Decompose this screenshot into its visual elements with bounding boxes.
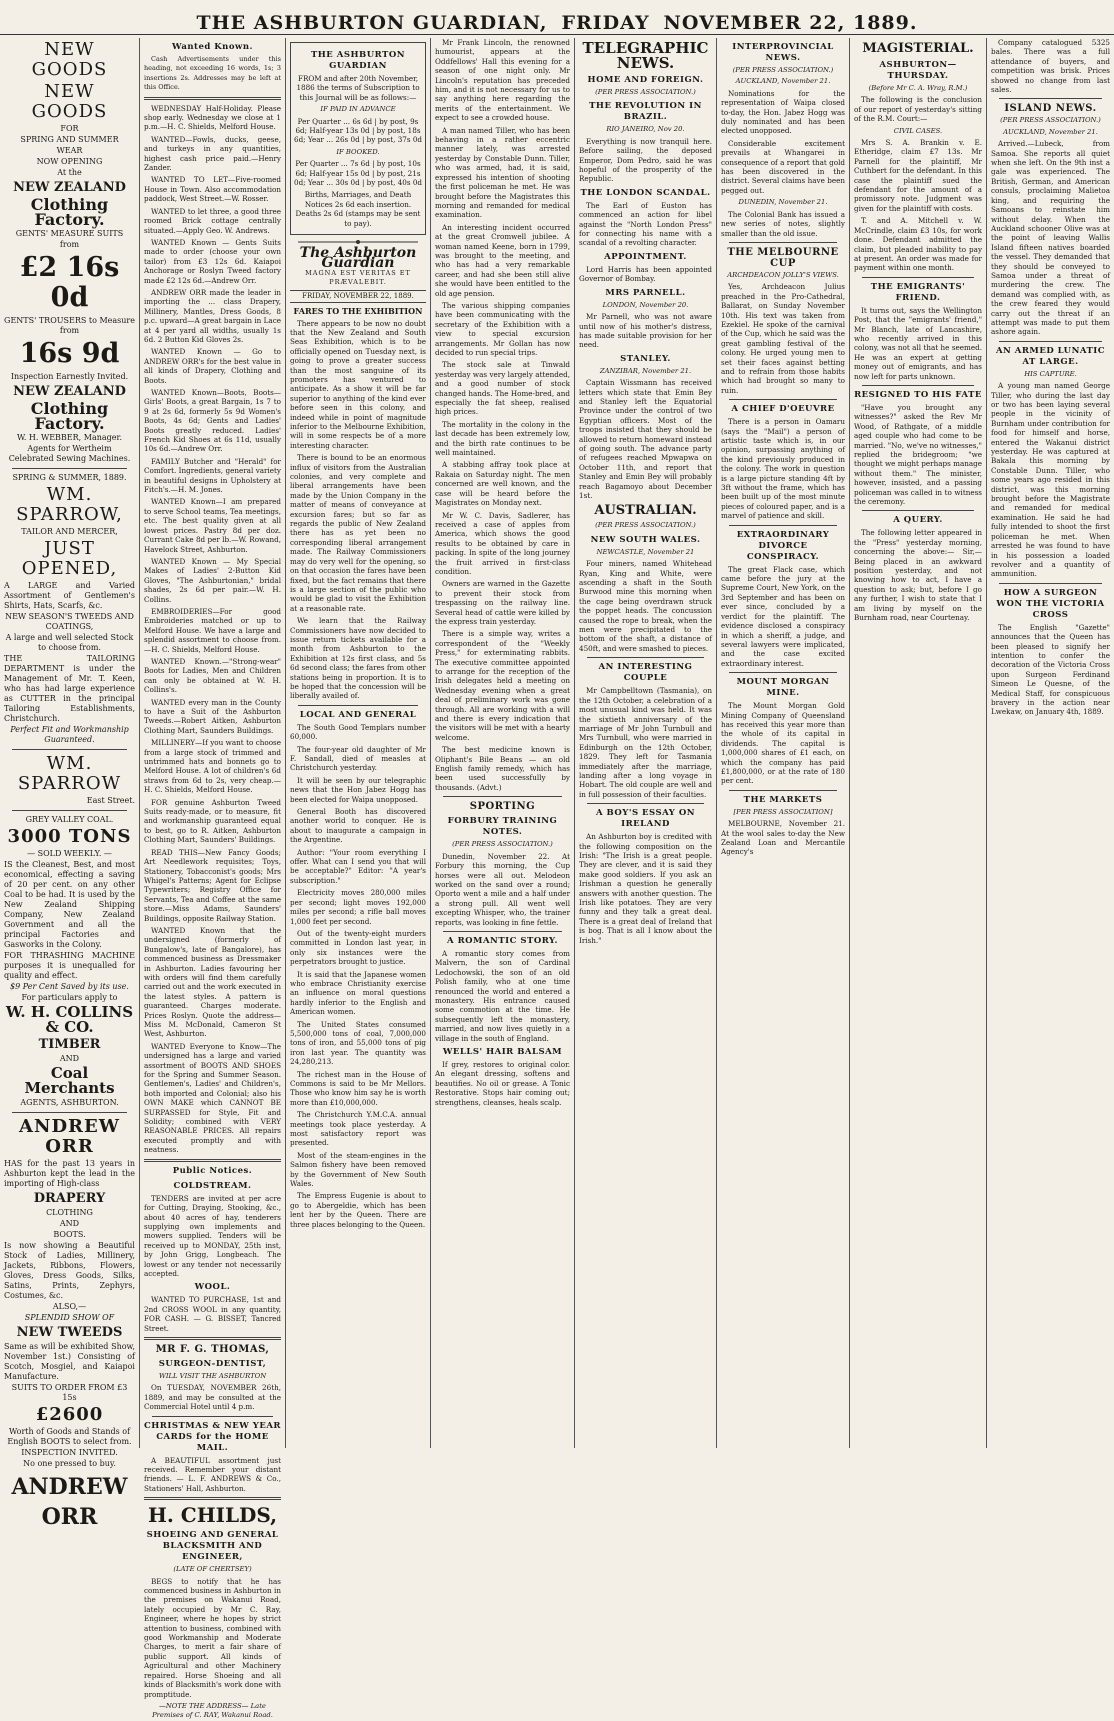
ad-text: —NOTE THE ADDRESS— Late Premises of C. RAY, Wakanui Road.: [152, 1701, 273, 1720]
news-paragraph: The various shipping companies have been communicating with the secretary of the Exhibition with a view to special excursion arrangements. Mr Gollan has now decided to run special trips.: [435, 300, 570, 357]
news-paragraph: A romantic story comes from Malvern, the son of Cardinal Ledochowski, the son of an old Polish family, who at one time renounced the world and entered a monastery. His entrance caused some commotion at the time. He subsequently left the monastery, married, and now lives quietly in a village in the south of England.: [435, 948, 570, 1043]
divider: [729, 242, 837, 243]
news-paragraph: The English "Gazette" announces that the Queen has been pleased to signify her intention to confer the decoration of the Victoria Cross upon Surgeon Ferdinand Simeon Le Quesne, of the Medical Staff, for conspicuous bravery in the action near Lwekaw, on January 4th, 1889.: [991, 622, 1110, 717]
ad-text: NEW ZEALAND: [13, 180, 126, 195]
ad-text: Inspection Earnestly Invited.: [10, 372, 129, 381]
article-heading: MOUNT MORGAN MINE.: [736, 677, 830, 699]
news-paragraph: The following letter appeared in the "Press" yesterday morning, concerning the above:— Sir,—Being placed in an awkward position yesterday, and not knowing how to act, I have a question to ask; but, before I go any further, I wish to state that I am living by myself on the Burnham road, near Courtenay.: [854, 528, 982, 623]
nameplate: The Ashburton Guardian: [299, 245, 417, 271]
news-paragraph: Everything is now tranquil here. Before sailing, the deposed Emperor, Dom Pedro, said he was hopeful of the prosperity of the Republic.: [579, 136, 712, 184]
subscription-text: Births, Marriages, and Death Notices 2s 6d each insertion. Deaths 2s 6d (stamps may be sent to pay).: [295, 190, 421, 228]
section-heading: SPORTING: [469, 801, 536, 813]
section-heading: Public Notices.: [172, 1165, 253, 1176]
article-subheading: HIS CAPTURE.: [1024, 369, 1077, 378]
ad-text: If grey, restores to original color. An elegant dressing, softens and beautifies. No oil or grease. A Tonic Restorative. Stops hair coming out; strengthens, cleanses, heals scalp.: [435, 1060, 570, 1107]
ad-text: BOOTS.: [53, 1230, 86, 1239]
ad-text: ALSO,—: [52, 1302, 87, 1311]
news-paragraph: Mr Parnell, who was not aware until now of his mother's distress, has made suitable provision for her need.: [579, 312, 712, 350]
ad-heading: CHRISTMAS & NEW YEAR CARDS for the HOME MAIL.: [144, 1420, 281, 1453]
news-paragraph: An Ashburton boy is credited with the following composition on the Irish: "The Irish is a great people. They are clever, and it is said they make good soldiers. If you ask an Irishman a question he generally answers with another question. The Irish like potatoes. They are very funny and they talk a great deal. There is a great deal of Ireland that is bog. That is all I know about the Irish.": [579, 832, 712, 945]
ad-text: DRAPERY: [33, 1191, 106, 1206]
ad-heading: WM. SPARROW,: [16, 484, 123, 525]
classified-ad: WANTED Known—Boots, Boots—Girls' Boots, a great Bargain, 1s 7 to 9 at 2s 6d, formerly 5s 9d Women's Boots, 4s 6d; Gents and Ladies' Boots greatly reduced. Ladies' French Kid Shoes at 6s 11d, usually 10s 6d.—Andrew Orr.: [144, 388, 281, 454]
ad-text: — SOLD WEEKLY. —: [27, 849, 112, 858]
article-heading: THE LONDON SCANDAL.: [580, 187, 711, 198]
local-item: The Empress Eugenie is about to go to Abergeldie, which has been lent her by the Queen. There are three places belonging to the Queen.: [290, 1191, 426, 1229]
ad-text: A large and well selected Stock to choose from.: [5, 633, 134, 652]
divider: [144, 1497, 281, 1500]
article-credit: (PER PRESS ASSOCIATION.): [595, 88, 696, 96]
ad-heading: Clothing Factory.: [30, 195, 109, 229]
article-heading: A QUERY.: [893, 515, 943, 526]
ad-text: NEW TWEEDS: [16, 1325, 123, 1340]
ad-text: SUITS TO ORDER FROM £3 15s: [11, 1383, 128, 1402]
news-paragraph: Mr Campbelltown (Tasmania), on the 12th October, a celebration of a most unusual kind was held. It was the sixtieth anniversary of the marriage of Mr John Turnbull and Mrs Turnbull, who were married in Edinburgh on the 12th October, 1829. They left for Tasmania immediately after the marriage, landing after a long voyage in Hobart. The old couple are well and in full possession of their faculties.: [579, 686, 712, 799]
ad-text: GENTS' MEASURE SUITS: [15, 229, 124, 238]
dateline: RIO JANEIRO, Nov 20.: [606, 125, 685, 134]
dateline: FRIDAY, NOVEMBER 22, 1889.: [290, 290, 426, 303]
article-heading: STANLEY.: [620, 353, 671, 364]
local-item: The richest man in the House of Commons is said to be Mr Mellors. Those who know him say he is worth more than £10,000,000.: [290, 1069, 426, 1107]
ad-text: A LARGE and Varied Assortment of Gentlemen's Shirts, Hats, Scarfs, &c.: [4, 581, 135, 610]
ad-heading: W. H. COLLINS & CO.: [5, 1003, 134, 1036]
news-paragraph: "Have you brought any witnesses?" asked the Rev Mr Wood, of Rathgate, of a middle aged couple who had come to be married. "No, we've no witnesses," replied the bridegroom; "we thought we might perhaps manage without them." The minister, however, insisted, and a passing policeman was called in to witness the ceremony.: [854, 402, 982, 507]
ad-text: CLOTHING: [46, 1208, 93, 1217]
news-paragraph: The best medicine known is Oliphant's Bile Beans — an old English family remedy, which has been used successfully by thousands. (Advt.): [435, 745, 570, 792]
ad-text: For particulars apply to: [21, 993, 118, 1002]
divider: [12, 1112, 127, 1113]
local-item: Out of the twenty-eight murders committed in London last year, in only six instances were the perpetrators brought to justice.: [290, 928, 426, 967]
article-heading: A BOY'S ESSAY ON IRELAND: [595, 808, 695, 830]
classified-ad: WEDNESDAY Half-Holiday. Please shop early. Wednesday we close at 1 p.m.—H. C. Shields, Melford House.: [144, 103, 281, 132]
news-paragraph: Captain Wissmann has received letters which state that Emin Bey and Stanley left the Equatorial Province under the control of two Egyptian officers. Most of the troops insisted that they should be allowed to return homeward instead of going south. The advance party of refugees reached Mpwapwa on October 11th, and report that Stanley and Emin Bey will probably reach Bagamoyo about December 1st.: [579, 378, 712, 500]
article-credit: (PER PRESS ASSOCIATION.): [1000, 116, 1101, 125]
ad-text: FOR: [60, 124, 79, 133]
divider: [999, 341, 1102, 342]
classified-ad: FOR genuine Ashburton Tweed Suits ready-made, or to measure, fit and workmanship guaranteed equal to best, go to R. Aitken, Ashburton Clothing Mart, Saunders' Buildings.: [144, 797, 281, 845]
column-4-news: [431, 38, 575, 1448]
masthead-date: NOVEMBER 22, 1889.: [663, 12, 918, 34]
ad-text: NEW SEASON'S TWEEDS AND COATINGS,: [5, 612, 134, 631]
masthead-paper: THE ASHBURTON GUARDIAN,: [196, 12, 548, 34]
local-item: The four-year old daughter of Mr F. Sandall, died of measles at Christchurch yesterday.: [290, 744, 426, 773]
classified-intro: Cash Advertisements under this heading, not exceeding 16 words, 1s; 3 insertions 2s. Addresses may be left at this Office.: [144, 55, 281, 92]
divider: [729, 672, 837, 673]
ad-heading: ANDREW ORR: [19, 1116, 120, 1157]
classified-ad: EMBROIDERIES—For good Embroideries matched or up to Melford House. We have a large and splendid assortment to choose from.—H. C. Shields, Melford House.: [144, 606, 281, 654]
local-item: Electricity moves 280,000 miles per second; light moves 192,000 miles per second; a rifle ball moves 1,000 feet per second.: [290, 888, 426, 926]
article-heading: THE EMIGRANTS' FRIEND.: [870, 281, 966, 303]
news-paragraph: There is a simple way, writes a correspondent of the "Weekly Press," for exterminating rabbits. The executive committee appointed to arrange for the reception of the Irish delegates held a meeting on Wednesday evening when a great deal of preliminary work was gone through. All are working with a will and there is every indication that the visitors will be met with a hearty welcome.: [435, 629, 570, 742]
local-item: The Christchurch Y.M.C.A. annual meetings took place yesterday. A most satisfactory report was presented.: [290, 1110, 426, 1148]
news-paragraph: A man named Tiller, who has been behaving in a rather eccentric manner lately, was arrested yesterday by Constable Dunn. Tiller, who was armed, had, it is said, expressed his intention of shooting the first policeman he met. He was brought before the Magistrates this morning and remanded for medical examination.: [435, 125, 570, 220]
ad-text: BEGS to notify that he has commenced business in Ashburton in the premises on Wakanui Road, lately occupied by Mr C. Ray, Engineer, where he hopes by strict attention to business, combined with good Workmanship and Moderate Charges, to merit a fair share of public support. All kinds of Agricultural and other Machinery repaired. Horse Shoeing and all kinds of Blacksmith's work done with promptitude.: [144, 1576, 281, 1699]
editorial-paragraph: There appears to be now no doubt that the New Zealand and South Seas Exhibition, which is to be officially opened on Tuesday next, is going to prove a greater success than the most sanguine of its promoters has ventured to anticipate. As a show it will be far superior to anything of the kind ever before seen in this colony, and indeed while in point of magnitude inferior to the Melbourne Exhibition, will in some respects be of a more interesting character.: [290, 318, 426, 450]
classified-ad: FAMILY Butcher and "Herald" for Comfort. Ingredients, general variety in beautiful designs in Upholstery at Fitch's.—H. M. Jones.: [144, 456, 281, 495]
ad-heading: WM. SPARROW: [17, 753, 122, 794]
ad-text: Agents for Wertheim Celebrated Sewing Machines.: [8, 444, 131, 463]
ad-text: IS the Cleanest, Best, and most economical, effecting a saving of 20 per cent. on any other Coal to be had. It is used by the New Zealand Shipping Company, New Zealand Government and all the principal Factories and Gasworks in the Colony.: [4, 860, 135, 949]
subscription-text: IF PAID IN ADVANCE: [320, 105, 396, 114]
divider: [12, 810, 127, 811]
divider: [587, 803, 704, 804]
classified-ad: MILLINERY—If you want to choose from a large stock of trimmed and untrimmed hats and bonnets go to Melford House. A lot of children's 6d straws from 6d to 2s, very cheap.—H. C. Shields, Melford House.: [144, 738, 281, 795]
news-paragraph: There is a person in Oamaru (says the "Mail") a person of artistic taste which is, in our opinion, surpassing anything of the kind previously produced in the colony. The work in question is a large picture standing 4ft by 3ft without the frame, which has been built up of the most minute pieces of coloured paper, and is a marvel of patience and skill.: [721, 417, 845, 521]
news-paragraph: The Mount Morgan Gold Mining Company of Queensland has received this year more than the whole of its capital in dividends. The capital is 1,000,000 shares of £1 each, on which the company has paid £1,800,000, or at the rate of 180 per cent.: [721, 701, 845, 786]
section-heading: THE MARKETS: [743, 794, 823, 805]
article-subheading: CIVIL CASES.: [893, 126, 943, 135]
section-subheading: HOME AND FOREIGN.: [587, 75, 704, 85]
masthead-day: FRIDAY: [561, 12, 650, 34]
article-heading: NEW SOUTH WALES.: [590, 534, 701, 545]
divider: [144, 97, 281, 100]
article-subheading: ARCHDEACON JOLLY'S VIEWS.: [727, 270, 839, 279]
news-paragraph: Company catalogued 5325 bales. There was a full attendance of buyers, and competition was brisk. Prices showed no change from last sales.: [991, 38, 1110, 95]
ad-text: from: [59, 240, 80, 249]
divider: [729, 525, 837, 526]
local-item: Author: "Your room everything I offer. What can I send you that will be acceptable?" Editor: "A year's subscription.": [290, 847, 426, 885]
ad-text: THE TAILORING DEPARTMENT is under the Management of Mr. T. Keen, who has had large experience as CUTTER in the principal Tailoring Establishments, Christchurch.: [4, 654, 135, 723]
news-paragraph: Mrs S. A. Brankin v. E. Etheridge, claim £7 13s. Mr Parnell for the plaintiff, Mr Cuthbert for the defendant. In this case the plaintiff sued the defendant for the amount of a promissory note. Judgment was given for the plaintiff with costs.: [854, 138, 982, 213]
news-paragraph: A young man named George Tiller, who during the last day or two has been laying several people in the vicinity of Burnham under contribution for food for himself and horse, entered the Wakanui district yesterday. He was captured at Bakala this morning by Constable Dunn. Tiller, who some years ago resided in this district, was this morning brought before the Magistrate and remanded for medical examination. He said he had fully intended to shoot the first policeman he met. When arrested he was found to have in his possession a loaded revolver and a quantity of ammunition.: [991, 381, 1110, 579]
news-paragraph: Lord Harris has been appointed Governor of Bombay.: [579, 264, 712, 284]
notice-heading: WOOL.: [194, 1282, 231, 1293]
column-6-interprovincial: [717, 38, 850, 1448]
news-paragraph: A stabbing affray took place at Rakaia on Saturday night. The men concerned are well known, and the case will be heard before the Magistrates on Monday next.: [435, 460, 570, 508]
ad-text: W. H. WEBBER, Manager.: [17, 433, 122, 442]
article-heading: APPOINTMENT.: [604, 251, 687, 262]
section-heading: INTERPROVINCIAL NEWS.: [732, 42, 834, 63]
news-paragraph: Four miners, named Whitehead Ryan, King and White, were ascending a shaft in the South Burwood mine this morning when the cage being overdrawn struck the poppet heads. The concussion caused the rope to break, when the men were precipitated to the bottom of the shaft, a distance of 450ft, and were smashed to pieces.: [579, 559, 712, 653]
classified-ad: WANTED every man in the County to have a Suit of the Ashburton Tweeds.—Robert Aitken, Ashburton Clothing Mart, Saunders Buildings.: [144, 697, 281, 735]
ad-text: Same as will be exhibited Show, November 1st.) Consisting of Scotch, Mosgiel, and Kaiapoi Manufacture.: [4, 1342, 135, 1381]
news-paragraph: T. and A. Mitchell v. W. McCrindle, claim £3 10s, for work done. Defendant admitted the claim, but pleaded inability to pay at present. An order was made for payment within one month.: [854, 216, 982, 273]
column-2-classifieds: [140, 38, 286, 1720]
news-paragraph: Nominations for the representation of Waipa closed to-day, the Hon. Jabez Hogg was duly nominated and has been elected unopposed.: [721, 88, 845, 136]
subscription-rates: Per Quarter ... 6s 6d | by post, 9s 6d; Half-year 13s 0d | by post, 18s 6d; Year ... 26s 0d | by post, 37s 0d: [294, 116, 422, 145]
article-heading: THE MELBOURNE CUP: [727, 246, 839, 269]
ad-text: HAS for the past 13 years in Ashburton kept the lead in the importing of High-class: [4, 1159, 135, 1188]
ad-heading: SHOEING AND GENERAL BLACKSMITH AND ENGINEER,: [146, 1530, 279, 1563]
column-5-telegraphic: [575, 38, 717, 1448]
news-paragraph: The stock sale at Tinwald yesterday was very largely attended, and a good number of stock changed hands. The Home-bred, and especially the fat sheep, realised high prices.: [435, 360, 570, 417]
editorial-paragraph: There is bound to be an enormous influx of visitors from the Australian colonies, and very complete and liberal arrangements have been made by the Union Company in the matter of means of conveyance at excursion fares; but so far as regards the public of New Zealand there has as yet been no corresponding liberal arrangement made. The Railway Commissioners may do very well for the opening, so on that occasion the fares have been fixed, but the fact remains that there is a large section of the public who would be glad to visit the Exhibition at a reasonable rate.: [290, 453, 426, 613]
article-credit: (Before Mr C. A. Wray, R.M.): [868, 84, 968, 92]
ad-price: 16s 9d: [19, 338, 120, 369]
dateline: NEWCASTLE, November 21: [596, 547, 695, 556]
ad-text: NOW OPENING: [36, 157, 103, 166]
ad-text: No one pressed to buy.: [23, 1459, 116, 1468]
article-heading: THE REVOLUTION IN BRAZIL.: [589, 101, 702, 123]
subscription-rates: Per Quarter ... 7s 6d | by post, 10s 6d; Half-year 15s 0d | by post, 21s 0d; Year ... 30s 0d | by post, 40s 0d: [294, 159, 422, 188]
ad-heading: H. CHILDS,: [147, 1503, 278, 1528]
ad-text: (LATE OF CHERTSEY): [173, 1565, 252, 1574]
classified-ad: WANTED—Fowls, ducks, geese, and turkeys in any quantities, highest cash price paid.—Henry Zander.: [144, 134, 281, 173]
classified-ad: READ THIS—New Fancy Goods; Art Needlework requisites; Toys, Stationery, Tobacconist's goods; Mrs Whigel's Patterns; Agent for Eclipse Typewriters; Registry Office for Servants, Tea and Coffee at the same store.—Miss Adams, Saunders' Buildings, opposite Railway Station.: [144, 847, 281, 923]
ad-heading: WELLS' HAIR BALSAM: [442, 1047, 563, 1057]
divider: [862, 510, 974, 511]
article-heading: AN INTERESTING COUPLE: [598, 662, 693, 684]
subscription-text: IF BOOKED.: [336, 147, 380, 156]
ad-heading: MR F. G. THOMAS,: [155, 1343, 270, 1355]
news-paragraph: Mr Frank Lincoln, the renowned humourist, appears at the Oddfellows' Hall this evening for a season of one night only. Mr Lincoln's reputation has preceded him, and it is not necessary for us to say anything here regarding the merits of the entertainment. We expect to see a crowded house.: [435, 38, 570, 123]
divider: [729, 790, 837, 791]
divider: [12, 749, 127, 750]
ad-heading: ANDREW ORR: [11, 1474, 128, 1530]
classified-ad: WANTED Known — Gents Suits made to order (choose your own tailor) from £3 12s 6d. Kaiapoi Anchorage or Roslyn Tweed factory made £2 12s 6d.—Andrew Orr.: [144, 237, 281, 285]
divider: [144, 1337, 281, 1340]
ad-heading: Clothing Factory.: [30, 399, 109, 433]
ad-heading: JUST OPENED,: [21, 538, 118, 579]
classified-ad: WANTED TO LET—Five-roomed House in Town. Also accommodation paddock, West Street.—W. Rosser.: [144, 175, 281, 204]
classified-ad: WANTED Known — Go to ANDREW ORR's for the best value in all kinds of Drapery, Clothing and Boots.: [144, 347, 281, 385]
news-paragraph: Considerable excitement prevails at Whangarei in consequence of a report that gold has been discovered in the district. Several claims have been pegged out.: [721, 138, 845, 195]
ad-text: AND: [59, 1054, 80, 1063]
ad-text: GREY VALLEY COAL.: [25, 815, 114, 824]
article-credit: [PER PRESS ASSOCIATION]: [733, 807, 833, 816]
ad-text: TAILOR AND MERCER,: [21, 527, 118, 536]
divider: [12, 468, 127, 469]
divider: [999, 583, 1102, 584]
local-item: The United States consumed 5,500,000 tons of coal, 7,000,000 tons of iron, and 55,000 tons of pig iron last year. The quantity was 24,280,213.: [290, 1019, 426, 1067]
local-item: General Booth has discovered another world to conquer. He is about to inaugurate a campaign in the Argentine.: [290, 807, 426, 845]
news-paragraph: It turns out, says the Wellington Post, that the "emigrants' friend," Mr Blanch, late of Lancashire, who recently arrived in this colony, was not all that he seemed. He was an expert at getting money out of emigrants, and has now left for parts unknown.: [854, 305, 982, 381]
news-paragraph: Mr W. C. Davis, Sadlerer, has received a case of apples from America, which shows the good results to be obtained by care in packing. In spite of the long journey the fruit arrived in first-class condition.: [435, 510, 570, 576]
ad-text: INSPECTION INVITED.: [21, 1448, 118, 1457]
section-subheading: ASHBURTON—THURSDAY.: [879, 60, 957, 81]
dateline: AUCKLAND, November 21.: [735, 77, 831, 86]
subscription-box: [290, 42, 426, 235]
dateline: DUNEDIN, November 21.: [738, 198, 828, 207]
section-heading: AUSTRALIAN.: [594, 503, 697, 519]
column-8-news: [987, 38, 1114, 1448]
classified-ad: WANTED Known—I am prepared to serve School teams, Tea meetings, etc. The best quality given at all lowest prices. Pastry 8d per doz. Currant Cake 8d per lb.—W. Rowand, Havelock Street, Ashburton.: [144, 497, 281, 554]
article-credit: (PER PRESS ASSOCIATION.): [595, 521, 696, 530]
masthead: [0, 0, 1114, 35]
article-heading: RESIGNED TO HIS FATE: [854, 389, 982, 400]
classified-ad: WANTED Known.—"Strong-wear" Boots for Ladies, Men and Children can only be obtained at W. H. Collins's.: [144, 656, 281, 695]
dateline: LONDON, November 20.: [602, 300, 689, 309]
ad-text: On TUESDAY, NOVEMBER 26th, 1889, and may be consulted at the Commercial Hotel until 4 p.m.: [144, 1383, 281, 1412]
section-heading: ISLAND NEWS.: [1004, 103, 1097, 115]
local-item: It will be seen by our telegraphic news that the Hon Jabez Hogg has been elected for Waipa unopposed.: [290, 775, 426, 804]
divider: [999, 98, 1102, 99]
section-heading: Wanted Known.: [172, 42, 253, 52]
article-heading: FORBURY TRAINING NOTES.: [447, 816, 558, 838]
classified-ad: WANTED to let three, a good three roomed Brick cottage centrally situated.—Apply Geo. W. Andrews.: [144, 206, 281, 235]
ad-text: FOR THRASHING MACHINE purposes it is unequalled for quality and effect.: [4, 951, 135, 980]
article-credit: (PER PRESS ASSOCIATION.): [452, 840, 553, 849]
divider: [862, 277, 974, 278]
news-paragraph: Arrived.—Lubeck, from Samoa. She reports all quiet when she left. On the 9th inst a gale was experienced. The British, German, and American consuls, proclaiming Malietoa king, and requiring the Samoans to reinstate him without delay. When the Auckland schooner Olive was at the point of leaving Wallis Island fifteen natives boarded the vessel. They demanded that they should be conveyed to Samoa under a threat of murdering the crew. The demand was complied with, as the crew feared they would carry out the threat if an attempt was made to put them ashore again.: [991, 139, 1110, 337]
ad-heading: 3000 TONS: [7, 826, 132, 847]
divider: [443, 931, 562, 932]
public-notice: TENDERS are invited at per acre for Cutting, Draying, Stooking, &c., about 40 acres of hay, tenderers supplying own implements and mowers supplied. Tenders will be received up to MONDAY, 25th inst, by John Grigg, Longbeach. The lowest or any tender not necessarily accepted.: [144, 1193, 281, 1278]
dateline: AUCKLAND, November 21.: [1003, 127, 1098, 136]
motto: MAGNA EST VERITAS ET PRÆVALEBIT.: [305, 268, 411, 287]
local-item: It is said that the Japanese women who embrace Christianity exercise an influence on moral questions hardly inferior to the English and American women.: [290, 969, 426, 1017]
divider: [729, 399, 837, 400]
ad-text: At the: [57, 168, 82, 177]
ad-heading: Coal Merchants: [24, 1064, 115, 1097]
divider: [298, 705, 418, 706]
ad-text: SPRING AND SUMMER: [20, 135, 119, 144]
article-heading: MRS PARNELL.: [605, 287, 686, 298]
news-paragraph: The great Flack case, which came before the jury at the Supreme Court, New York, on the 3rd September and has been on ever since, concluded by a verdict for the plaintiff. The evidence disclosed a conspiracy in which a sheriff, a judge, and several lawyers were implicated, and the case excited extraordinary interest.: [721, 564, 845, 668]
section-heading: TELEGRAPHIC NEWS.: [582, 39, 709, 72]
ad-price: £2 16s 0d: [19, 252, 120, 313]
article-heading: A CHIEF D'OEUVRE: [731, 404, 835, 415]
news-paragraph: The following is the conclusion of our report of yesterday's sitting of the R.M. Court:—: [854, 95, 982, 124]
divider: [862, 385, 974, 386]
article-heading: EXTRAORDINARY DIVORCE CONSPIRACY.: [736, 529, 830, 562]
ad-heading: NEW GOODS: [31, 39, 108, 80]
editorial-heading: FARES TO THE EXHIBITION: [293, 306, 423, 317]
editorial-paragraph: We learn that the Railway Commissioners have now decided to issue return tickets available for a month from Ashburton to the Exhibition at 12s first class, and 5s 6d second class; the fares from other stations being in proportion. It is to be hoped that the concession will be liberally availed of.: [290, 616, 426, 701]
article-heading: HOW A SURGEON WON THE VICTORIA CROSS: [996, 587, 1105, 620]
article-heading: AN ARMED LUNATIC AT LARGE.: [995, 345, 1106, 367]
subscription-heading: THE ASHBURTON GUARDIAN: [310, 50, 406, 71]
local-item: Most of the steam-engines in the Salmon fishery have been removed by the Government of New South Wales.: [290, 1150, 426, 1189]
classified-ad: WANTED Known — My Special Makes of Ladies' 2-Button Kid Gloves, "The Ashburtonian," bridal shades, 2s 6d per pair.—W. H. Collins.: [144, 556, 281, 604]
news-paragraph: The mortality in the colony in the last decade has been extremely low, and the birth rate continues to be well maintained.: [435, 419, 570, 458]
divider: [587, 657, 704, 658]
classified-ad: WANTED Everyone to Know—The undersigned has a large and varied assortment of BOOTS AND SHOES for the Spring and Summer Season. Gentlemen's, Ladies' and Children's, both imported and Colonial; also his OWN MAKE which CANNOT BE SURPASSED for Style, Fit and Solidity; combined with VERY REASONABLE PRICES. All repairs executed promptly and with neatness.: [144, 1041, 281, 1155]
public-notice: WANTED TO PURCHASE, 1st and 2nd CROSS WOOL in any quantity, FOR CASH. — G. BISSET, Tancred Street.: [144, 1295, 281, 1333]
dateline: ZANZIBAR, November 21.: [599, 366, 692, 375]
article-heading: A ROMANTIC STORY.: [447, 935, 558, 946]
section-heading: LOCAL AND GENERAL: [299, 709, 417, 720]
ad-heading: SURGEON-DENTIST,: [158, 1358, 267, 1369]
ad-text: TIMBER: [38, 1037, 101, 1052]
news-paragraph: An interesting incident occurred at the great Cromwell jubilee. A woman named Keene, born in 1799, was brought to the meeting, and who has had a very remarkable career, and had she been still alive she would have been entitled to the old age pension.: [435, 222, 570, 298]
subscription-text: FROM and after 20th November, 1886 the terms of Subscription to this Journal will be as follows:—: [296, 74, 420, 102]
section-heading: MAGISTERIAL.: [862, 41, 974, 56]
news-paragraph: Dunedin, November 22. At Forbury this morning, the Cup horses were all out. Melodeon worked on the sand over a round; Oporto went a mile and a half under a strong pull. All went well excepting Whisper, who, the trainer reports, was looking in fine fettle.: [435, 851, 570, 927]
local-item: The South Good Templars number 60,000.: [290, 722, 426, 742]
article-credit: (PER PRESS ASSOCIATION.): [732, 66, 834, 74]
ad-text: NEW ZEALAND: [13, 384, 126, 399]
news-paragraph: Owners are warned in the Gazette to prevent their stock from trespassing on the railway line. Several head of cattle were killed by the express train yesterday.: [435, 579, 570, 626]
news-paragraph: The Earl of Euston has commenced an action for libel against the "North London Press" for connecting his name with a scandal of a revolting character.: [579, 200, 712, 248]
news-paragraph: MELBOURNE, November 21. At the wool sales to-day the New Zealand Loan and Mercantile Agency's: [721, 819, 845, 857]
notice-heading: COLDSTREAM.: [173, 1180, 252, 1191]
ad-text: AND: [59, 1219, 80, 1228]
ad-price: £2600: [35, 1404, 104, 1425]
ad-text: SPRING & SUMMER, 1889.: [12, 473, 127, 482]
ad-text: Worth of Goods and Stands of English BOOTS to select from.: [7, 1427, 132, 1446]
ad-text: AGENTS, ASHBURTON.: [20, 1098, 119, 1107]
ad-text: SPLENDID SHOW OF: [24, 1313, 115, 1322]
news-paragraph: Yes, Archdeacon Julius preached in the Pro-Cathedral, Ballarat, on Sunday November 10th. His text was taken from Ezekiel. He spoke of the carnival of the Cup, which he said was the great gambling festival of the colony. He urged young men to set their faces against betting and to refrain from those habits which had brought so many to ruin.: [721, 282, 845, 395]
ad-text: WILL VISIT THE ASHBURTON: [158, 1371, 267, 1380]
divider: [443, 796, 562, 797]
classified-ad: ANDREW ORR made the leader in importing the ... class Drapery, Millinery, Mantles, Dress Goods, 8 p.c. upward—A great bargain in Lace at 4 per yard all widths, usually 1s 6d. 2 Button Kid Gloves 2s.: [144, 287, 281, 344]
ad-text: A BEAUTIFUL assortment just received. Remember your distant friends. — L. F. ANDREWS & Co., Stationers' Hall, Ashburton.: [144, 1455, 281, 1493]
divider: [144, 1159, 281, 1162]
ad-heading: NEW GOODS: [31, 81, 108, 122]
classified-ad: WANTED Known that the undersigned (formerly of Bungalow's, late of Bangalore), has commenced business as Dressmaker in Ashburton. Ladies favouring her with orders will find them carefully carried out and the work executed in the latest styles. A pattern is guaranteed. Charges moderate. Prices Roslyn. Quote the address—Miss M. McDonald, Cameron St West, Ashburton.: [144, 925, 281, 1039]
column-3-editorial: [286, 38, 431, 1448]
ad-text: Is now showing a Beautiful Stock of Ladies, Millinery, Jackets, Ribbons, Flowers, Gloves, Dress Goods, Silks, Satins, Prints, Zephyrs, Costumes, &c.: [4, 1241, 135, 1300]
column-7-magisterial: [850, 38, 987, 1448]
ad-text: East Street.: [86, 796, 135, 805]
ad-text: $9 Per Cent Saved by its use.: [10, 982, 129, 991]
divider: [152, 1416, 273, 1417]
column-1-ads: [0, 38, 140, 1530]
ad-text: Perfect Fit and Workmanship Guaranteed.: [10, 725, 129, 744]
ad-text: WEAR: [56, 146, 83, 155]
ad-text: GENTS' TROUSERS to Measure from: [4, 316, 135, 335]
news-paragraph: The Colonial Bank has issued a new series of notes, slightly smaller than the old issue.: [721, 209, 845, 238]
